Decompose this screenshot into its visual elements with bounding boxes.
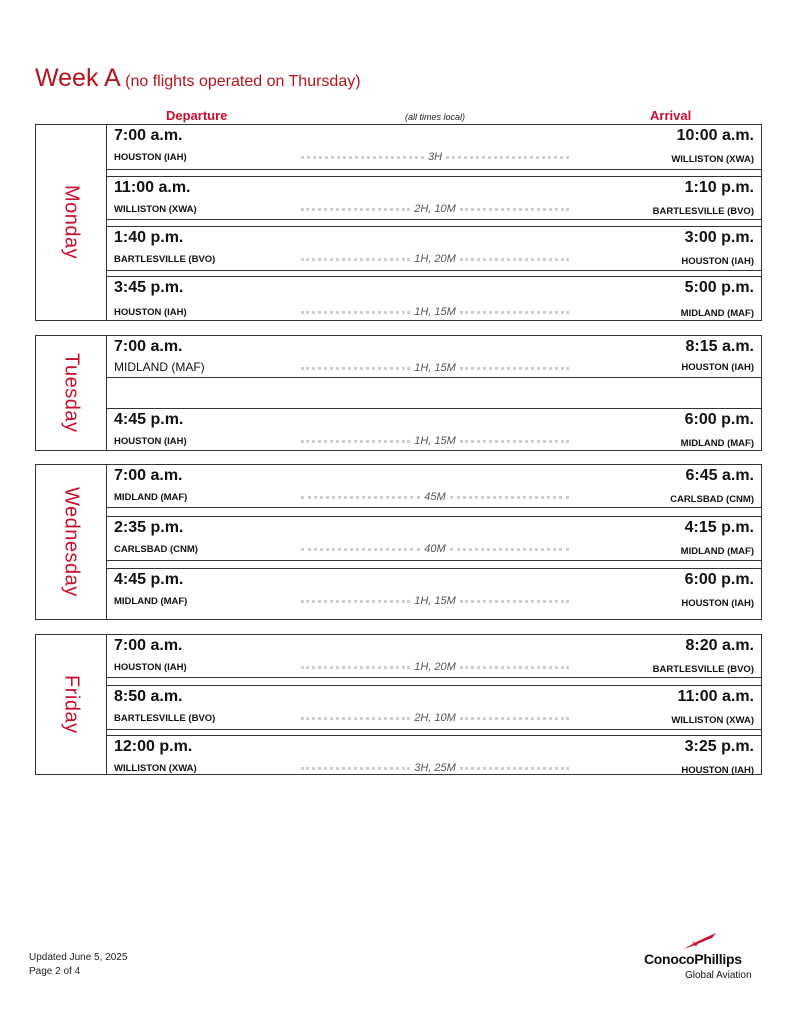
duration-text: 1H, 15M	[414, 595, 456, 607]
arrival-time: 6:00 p.m.	[684, 571, 754, 588]
flight-row	[106, 336, 761, 378]
day-label: Tuesday	[60, 353, 83, 433]
duration-text: 40M	[424, 543, 446, 555]
flight-row	[106, 276, 761, 323]
flight-row	[106, 465, 761, 508]
flight-row	[106, 516, 761, 561]
arrival-time: 1:10 p.m.	[684, 179, 754, 196]
flight-duration	[301, 594, 569, 608]
logo-division: Global Aviation	[685, 970, 752, 981]
departure-time: 1:40 p.m.	[114, 229, 184, 246]
duration-text: 1H, 15M	[414, 435, 456, 447]
arrival-city: BARTLESVILLE (BVO)	[652, 664, 754, 675]
departure-city: WILLISTON (XWA)	[114, 763, 197, 774]
day-label: Monday	[60, 185, 83, 260]
day-block-monday	[35, 124, 762, 321]
departure-city: BARTLESVILLE (BVO)	[114, 713, 216, 724]
arrival-time: 6:00 p.m.	[684, 411, 754, 428]
flight-duration	[301, 252, 569, 266]
departure-city: WILLISTON (XWA)	[114, 204, 197, 215]
flight-duration	[301, 150, 569, 164]
departure-time: 11:00 a.m.	[114, 179, 191, 196]
page-title	[35, 64, 361, 93]
times-note: (all times local)	[404, 112, 465, 122]
flight-duration	[301, 434, 569, 448]
arrival-time: 6:45 a.m.	[685, 467, 754, 484]
duration-text: 2H, 10M	[414, 203, 456, 215]
page-number: Page 2 of 4	[29, 966, 81, 977]
departure-city: HOUSTON (IAH)	[114, 662, 187, 673]
departure-time: 4:45 p.m.	[114, 571, 184, 588]
flight-row	[106, 735, 761, 777]
arrival-city: WILLISTON (XWA)	[671, 715, 754, 726]
day-block-tuesday	[35, 335, 762, 451]
duration-text: 3H	[427, 151, 443, 163]
departure-city: MIDLAND (MAF)	[114, 492, 188, 503]
day-column	[36, 635, 107, 774]
arrival-city: CARLSBAD (CNM)	[670, 494, 754, 505]
departure-time: 7:00 a.m.	[114, 467, 183, 484]
departure-time: 2:35 p.m.	[114, 519, 184, 536]
flight-duration	[301, 542, 569, 556]
arrival-time: 4:15 p.m.	[684, 519, 754, 536]
arrival-time: 5:00 p.m.	[684, 279, 754, 296]
duration-text: 1H, 15M	[414, 362, 456, 374]
flight-duration	[301, 361, 569, 375]
arrival-city: HOUSTON (IAH)	[681, 598, 754, 609]
day-column	[36, 465, 107, 619]
arrival-city: BARTLESVILLE (BVO)	[652, 206, 754, 217]
departure-city: MIDLAND (MAF)	[114, 596, 188, 607]
day-label: Wednesday	[60, 487, 83, 597]
flight-duration	[301, 660, 569, 674]
departure-time: 3:45 p.m.	[114, 279, 184, 296]
arrival-time: 8:20 a.m.	[685, 637, 754, 654]
duration-text: 2H, 10M	[414, 712, 456, 724]
day-column	[36, 336, 107, 450]
duration-text: 3H, 25M	[414, 762, 456, 774]
departure-time: 12:00 p.m.	[114, 738, 193, 755]
company-logo	[644, 932, 759, 984]
footer	[29, 951, 127, 979]
departure-time: 4:45 p.m.	[114, 411, 184, 428]
day-column	[36, 125, 107, 320]
updated-date: Updated June 5, 2025	[29, 952, 128, 963]
departure-header: Departure	[166, 108, 228, 123]
arrival-city: MIDLAND (MAF)	[680, 546, 754, 557]
day-label: Friday	[60, 675, 83, 734]
flight-row	[106, 408, 761, 453]
flight-row	[106, 125, 761, 170]
duration-text: 1H, 15M	[414, 306, 456, 318]
departure-city: BARTLESVILLE (BVO)	[114, 254, 216, 265]
departure-time: 8:50 a.m.	[114, 688, 183, 705]
departure-time: 7:00 a.m.	[114, 637, 183, 654]
flight-duration	[301, 202, 569, 216]
logo-brand: ConocoPhillips	[644, 951, 742, 967]
arrival-time: 8:15 a.m.	[685, 338, 754, 355]
departure-city: HOUSTON (IAH)	[114, 152, 187, 163]
departure-time: 7:00 a.m.	[114, 338, 183, 355]
arrival-time: 3:00 p.m.	[684, 229, 754, 246]
flight-duration	[301, 490, 569, 504]
logo-mark-icon	[682, 932, 718, 950]
arrival-city: HOUSTON (IAH)	[681, 765, 754, 776]
flight-row	[106, 635, 761, 678]
day-block-friday	[35, 634, 762, 775]
departure-city: MIDLAND (MAF)	[114, 360, 205, 374]
flight-row	[106, 568, 761, 622]
week-title: Week A	[35, 64, 121, 92]
departure-time: 7:00 a.m.	[114, 127, 183, 144]
arrival-header: Arrival	[650, 108, 692, 123]
arrival-city: HOUSTON (IAH)	[681, 256, 754, 267]
arrival-time: 10:00 a.m.	[676, 127, 754, 144]
flight-row	[106, 176, 761, 220]
duration-text: 1H, 20M	[414, 661, 456, 673]
duration-text: 1H, 20M	[414, 253, 456, 265]
flight-duration	[301, 711, 569, 725]
arrival-city: MIDLAND (MAF)	[680, 308, 754, 319]
week-note: (no flights operated on Thursday)	[125, 73, 361, 90]
arrival-city: WILLISTON (XWA)	[671, 154, 754, 165]
departure-city: HOUSTON (IAH)	[114, 436, 187, 447]
arrival-city: MIDLAND (MAF)	[680, 438, 754, 449]
arrival-time: 3:25 p.m.	[684, 738, 754, 755]
flight-row	[106, 685, 761, 730]
departure-city: CARLSBAD (CNM)	[114, 544, 198, 555]
duration-text: 45M	[424, 491, 446, 503]
flight-duration	[301, 305, 569, 319]
flight-duration	[301, 761, 569, 775]
departure-city: HOUSTON (IAH)	[114, 307, 187, 318]
arrival-city: HOUSTON (IAH)	[681, 362, 754, 373]
arrival-time: 11:00 a.m.	[677, 688, 754, 705]
flight-row	[106, 226, 761, 271]
day-block-wednesday	[35, 464, 762, 620]
